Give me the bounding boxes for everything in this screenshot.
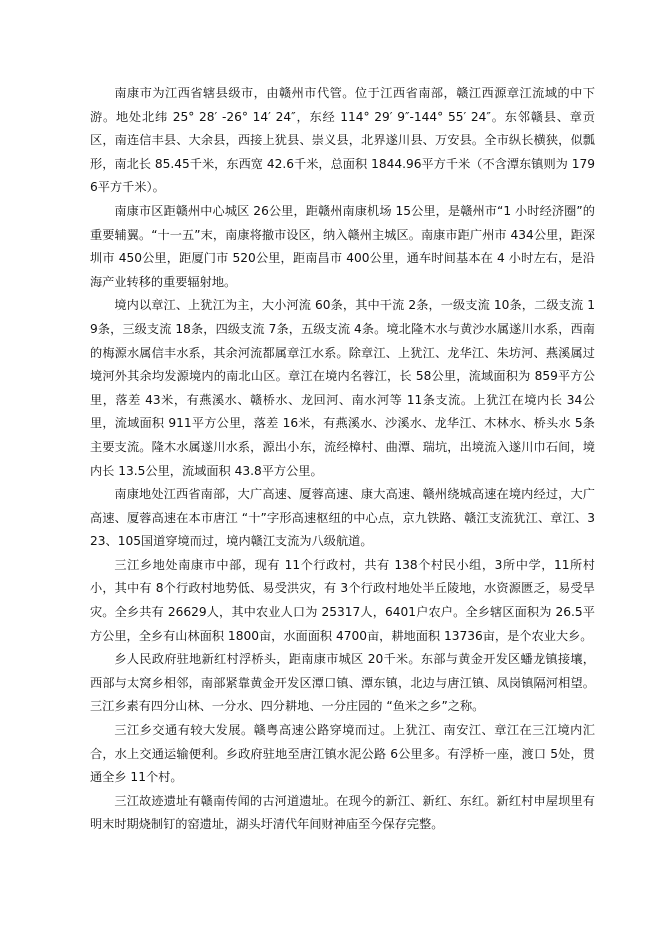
paragraph-sanjiang-heritage: 三江故迹遗址有赣南传闻的古河道遗址。在现今的新江、新红、东红。新红村申屋坝里有明末时期烧制钉的窑遗址，湖头圩清代年间财神庙至今保存完整。 bbox=[90, 793, 595, 832]
paragraph-rivers: 境内以章江、上犹江为主，大小河流 60条，其中干流 2条，一级支流 10条，二级支流 19条，三级支流 18条，四级支流 7条，五级支流 4条。境北隆木水与黄沙水属遂川水系，西南的梅源水属信丰水系，其余河流都属章江水系。除章江、上犹江、龙华江、朱坊河、燕溪属过境河外其余均发源境内的南北山区。章江在境内名蓉江，长 58公里，流域面积为 859平方公里，落差 43米，有燕溪水、赣桥水、龙回河、南水河等 11条支流。上犹江在境内长 34公里，流域面积 911平方公里，落差 16米，有燕溪水、沙溪水、龙华江、木林水、桥头水 5条主要支流。隆木水属遂川水系，源出小东，流经樟村、曲潭、瑞坑，出境流入遂川巾石间，境内长 13.5公里，流域面积 43.8平方公里。 bbox=[90, 298, 595, 478]
paragraph-sanjiang-location: 乡人民政府驻地新红村浮桥头，距南康市城区 20千米。东部与黄金开发区蟠龙镇接壤，西部与太窝乡相邻，南部紧靠黄金开发区潭口镇、潭东镇，北边与唐江镇、凤岗镇隔河相望。三江乡素有四分山林、一分水、四分耕地、一分庄园的 “鱼米之乡”之称。 bbox=[90, 652, 595, 714]
paragraph-sanjiang-overview: 三江乡地处南康市中部，现有 11个行政村，共有 138个村民小组，3所中学，11所村小，其中有 8个行政村地势低、易受洪灾，有 3个行政村地处半丘陵地，水资源匮乏，易受旱灾。全乡共有 26629人，其中农业人口为 25317人，6401户农户。全乡辖区面积为 26.5平方公里，全乡有山林面积 1800亩，水面面积 4700亩，耕地面积 13736亩，是个农业大乡。 bbox=[90, 557, 595, 643]
paragraph-transport-distances: 南康市区距赣州中心城区 26公里，距赣州南康机场 15公里，是赣州市“1 小时经济圈”的重要辅翼。“十一五”末，南康将撤市设区，纳入赣州主城区。南康市距广州市 434公里，距深圳市 450公里，距厦门市 520公里，距南昌市 400公里，通车时间基本在 4 小时左右，是沿海产业转移的重要辐射地。 bbox=[90, 203, 595, 289]
paragraph-sanjiang-transport: 三江乡交通有较大发展。赣粤高速公路穿境而过。上犹江、南安江、章江在三江境内汇合，水上交通运输便利。乡政府驻地至唐江镇水泥公路 6公里多。有浮桥一座，渡口 5处，贯通全乡 11个村。 bbox=[90, 723, 595, 785]
paragraph-location-overview: 南康市为江西省辖县级市，由赣州市代管。位于江西省南部，赣江西源章江流域的中下游。地处北纬 25° 28′ -26° 14′ 24″，东经 114° 29′ 9″-144° 55′ 24″。东邻赣县、章贡区，南连信丰县、大余县，西接上犹县、崇义县，北界遂川县、万安县。全市纵长横狭，似瓢形，南北长 85.45千米，东西宽 42.6千米，总面积 1844.96平方千米（不含潭东镇则为 1796平方千米）。 bbox=[90, 86, 595, 195]
document-body bbox=[90, 82, 595, 837]
paragraph-highways: 南康地处江西省南部，大广高速、厦蓉高速、康大高速、赣州绕城高速在境内经过，大广高速、厦蓉高速在本市唐江 “十”字形高速枢纽的中心点，京九铁路、赣江支流犹江、章江、323、105国道穿境而过，境内赣江支流为八级航道。 bbox=[90, 487, 595, 549]
